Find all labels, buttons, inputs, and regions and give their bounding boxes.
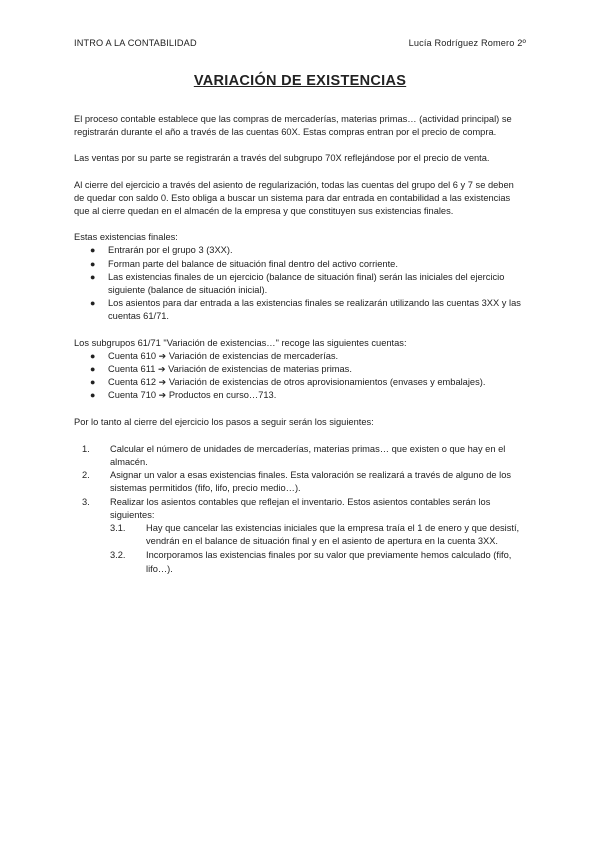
arrow-right-icon: ➔ <box>158 377 167 388</box>
list-item <box>74 389 526 402</box>
substep-number: 3.1. <box>110 523 126 534</box>
list-item <box>110 549 526 575</box>
substep-text: Incorporamos las existencias finales por su valor que previamente hemos calculado (fifo, lifo…). <box>146 550 512 574</box>
step-text: Asignar un valor a esas existencias finales. Esta valoración se realizará a través de alguno de los sistemas permitidos (fifo, lifo, precio medio…). <box>110 470 512 494</box>
bullet-icon: ● <box>90 298 96 309</box>
list-item <box>74 443 526 469</box>
substep-text: Hay que cancelar las existencias iniciales que la empresa traía el 1 de enero y que desistí, vendrán en el balance de situación final y en el asiento de apertura en la cuenta 3XX. <box>146 523 520 547</box>
step-number: 1. <box>82 443 90 454</box>
list-item: ● Los asientos para dar entrada a las existencias finales se realizarán utilizando las cuentas 3XX y las cuentas 61/71. <box>90 298 521 322</box>
bullet-icon: ● <box>90 350 96 361</box>
page-header <box>74 38 526 48</box>
pasos-list <box>74 443 526 576</box>
cuentas-list <box>74 350 526 403</box>
list-item <box>74 376 526 389</box>
existencias-intro: Estas existencias finales: <box>74 232 178 243</box>
list-item <box>74 469 526 495</box>
bullet-icon: ● <box>90 377 96 388</box>
account-number: Cuenta 612 <box>108 377 157 388</box>
list-item <box>74 350 526 363</box>
substep-number: 3.2. <box>110 550 126 561</box>
step-text: Calcular el número de unidades de mercaderías, materias primas… que existen o que hay en el almacén. <box>110 443 506 468</box>
paragraph-cierre: Al cierre del ejercicio a través del asiento de regularización, todas las cuentas del grupo del 6 y 7 se deben de quedar con saldo 0. Esto obliga a buscar un sistema para dar entrada en contabilidad a las existencias que al cierre quedan en el almacén de la empresa y que constituyen sus existencias finales. <box>74 179 514 217</box>
list-item <box>110 522 526 548</box>
subgrupos-intro: Los subgrupos 61/71 "Variación de existencias…" recoge las siguientes cuentas: <box>74 337 407 348</box>
pasos-intro: Por lo tanto al cierre del ejercicio los pasos a seguir serán los siguientes: <box>74 416 374 427</box>
account-description: Variación de existencias de materias primas. <box>168 364 352 375</box>
bullet-icon: ● <box>90 271 96 282</box>
arrow-right-icon: ➔ <box>158 390 167 401</box>
list-item <box>74 496 526 576</box>
bullet-icon: ● <box>90 390 96 401</box>
account-number: Cuenta 611 <box>108 364 156 375</box>
subpasos-list <box>110 522 526 576</box>
account-number: Cuenta 610 <box>108 350 157 361</box>
list-item: ● Las existencias finales de un ejercicio (balance de situación final) serán las iniciales del ejercicio siguiente (balance de situación inicial). <box>90 271 505 296</box>
bullet-icon: ● <box>90 258 96 269</box>
document-title: VARIACIÓN DE EXISTENCIAS <box>193 73 407 89</box>
account-number: Cuenta 710 <box>108 390 157 401</box>
step-text: Realizar los asientos contables que reflejan el inventario. Estos asientos contables serán los siguientes: <box>110 496 491 520</box>
header-author: Lucía Rodríguez Romero 2º <box>408 38 526 48</box>
list-item: ● Entrarán por el grupo 3 (3XX). <box>74 244 526 257</box>
step-number: 2. <box>82 470 90 481</box>
account-description: Variación de existencias de mercaderías. <box>168 350 339 361</box>
paragraph-compras: El proceso contable establece que las compras de mercaderías, materias primas… (actividad principal) se registrarán durante el año a través de las cuentas 60X. Estas compras entran por el precio de compra. <box>74 114 512 138</box>
account-description: Variación de existencias de otros aprovisionamientos (envases y embalajes). <box>168 377 486 388</box>
paragraph-ventas: Las ventas por su parte se registrarán a través del subgrupo 70X reflejándose por el precio de venta. <box>74 153 490 164</box>
account-description: Productos en curso…713. <box>168 390 277 401</box>
document-body <box>74 113 526 577</box>
step-number: 3. <box>82 496 90 507</box>
bullet-icon: ● <box>90 245 96 256</box>
arrow-right-icon: ➔ <box>158 350 167 361</box>
list-item <box>74 363 526 376</box>
list-item: ● Forman parte del balance de situación final dentro del activo corriente. <box>74 258 526 271</box>
bullet-icon: ● <box>90 364 96 375</box>
arrow-right-icon: ➔ <box>157 364 166 375</box>
header-course: INTRO A LA CONTABILIDAD <box>74 38 197 48</box>
existencias-list <box>74 244 526 323</box>
